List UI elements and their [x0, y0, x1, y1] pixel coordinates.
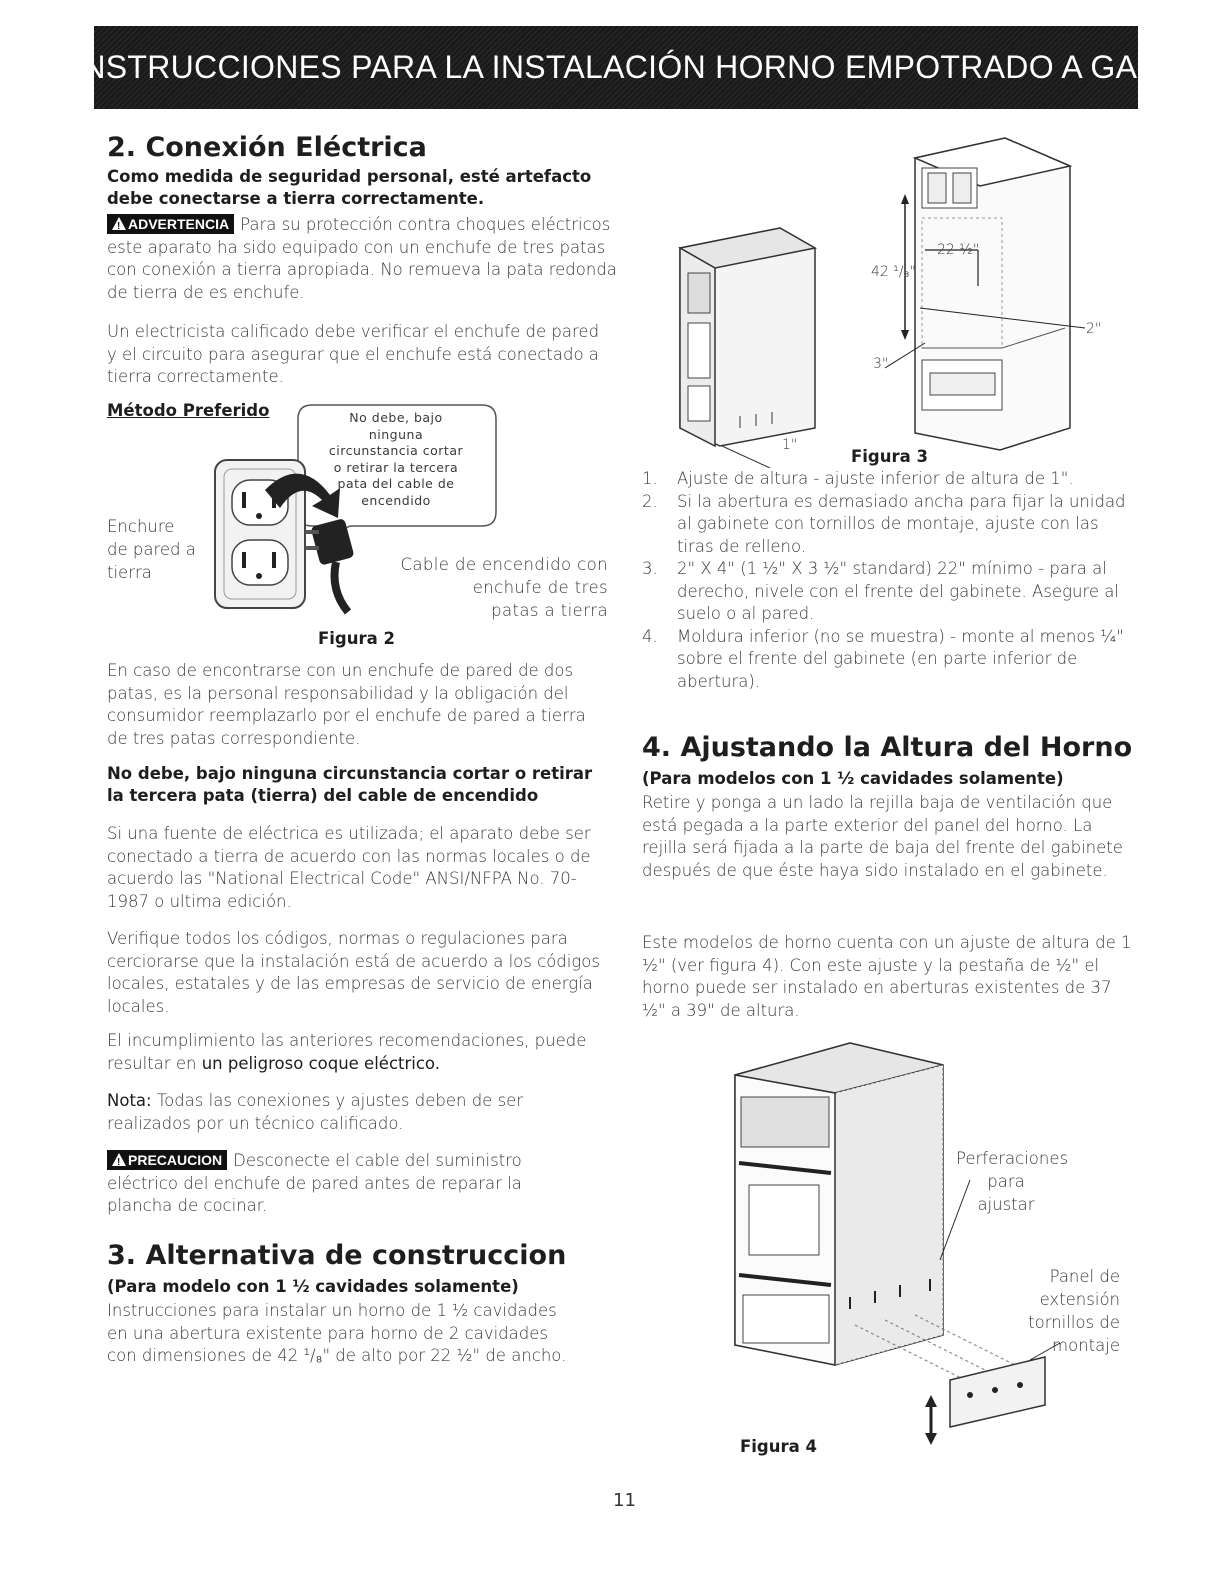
header-banner	[73, 26, 1159, 109]
figure-3-illustration	[660, 128, 1120, 468]
list-item: 4. Moldura inferior (no se muestra) - monte al menos ¼" sobre el frente del gabinete (en parte inferior de abertura).	[642, 626, 1124, 691]
dim-1-label: 1"	[782, 437, 798, 453]
bold-warning: No debe, bajo ninguna circunstancia cortar o retirar la tercera pata (tierra) del cable de encendido	[107, 764, 593, 805]
caution-paragraph	[107, 1150, 567, 1218]
metodo-preferido: Método Preferido	[107, 401, 270, 420]
dim-width-label: 22 ½"	[937, 242, 980, 258]
label-cable-encendido: Cable de encendido con enchufe de tres patas a tierra	[400, 555, 608, 620]
paragraph-nota: Nota: Todas las conexiones y ajustes deben de ser realizados por un técnico calificado.	[107, 1091, 524, 1133]
caution-triangle-icon	[112, 1153, 126, 1166]
paragraph-codigos: Verifique todos los códigos, normas o regulaciones para cerciorarse que la instalación está de acuerdo a los códigos locales, estatales y de las empresas de servicio de energía locales.	[107, 929, 600, 1016]
section-2-heading: 2. Conexión Eléctrica	[107, 132, 427, 163]
section-4-paragraph-1: Retire y ponga a un lado la rejilla baja de ventilación que está pegada a la parte exterior del panel del horno. La rejilla será fijada a la parte de baja del frente del gabinete después de que éste haya sido instalado en el gabinete.	[642, 793, 1123, 880]
caution-tag: !PRECAUCION	[107, 1150, 227, 1170]
list-item: 1. Ajuste de altura - ajuste inferior de altura de 1".	[642, 469, 1074, 488]
caution-text: Desconecte el cable del suministro eléctrico del enchufe de pared antes de reparar la plancha de cocinar.	[107, 1151, 522, 1215]
figure-4-illustration	[725, 1035, 1085, 1445]
warning-paragraph	[107, 214, 617, 304]
dim-height-label: 42 ¹/₈"	[871, 264, 916, 280]
figure-4-caption: Figura 4	[740, 1437, 817, 1456]
paragraph-nec: Si una fuente de eléctrica es utilizada; el aparato debe ser conectado a tierra de acuerdo con las normas locales o de acuerdo las "National Electrical Code" ANSI/NFPA No. 70-1987 o ultima edición.	[107, 824, 591, 911]
warning-text: Para su protección contra choques eléctricos este aparato ha sido equipado con un enchufe de tres patas con conexión a tierra apropiada. No remueva la pata redonda de tierra de es enchufe.	[107, 215, 617, 302]
list-item: 3. 2" X 4" (1 ½" X 3 ½" standard) 22" mínimo - para al derecho, nivele con el frente del gabinete. Asegure al suelo o al pared.	[642, 559, 1119, 623]
section-4-heading: 4. Ajustando la Altura del Horno	[642, 732, 1133, 763]
label-perforaciones: Perferaciones para ajustar	[956, 1149, 1069, 1214]
paragraph-two-prong: En caso de encontrarse con un enchufe de pared de dos patas, es la personal responsabilidad y la obligación del consumidor reemplazarlo por el enchufe de pared a tierra de tres patas correspondiente.	[107, 661, 586, 748]
warning-triangle-icon	[112, 217, 126, 230]
section-3-subheading: (Para modelo con 1 ½ cavidades solamente)	[107, 1277, 519, 1296]
section-3-text: Instrucciones para instalar un horno de 1 ½ cavidades en una abertura existente para horno de 2 cavidades con dimensiones de 42 ¹/₈" de alto por 22 ½" de ancho.	[107, 1301, 567, 1365]
figure-2-bubble-text: No debe, bajo ninguna circunstancia cortar o retirar la tercera pata del cable de encendido	[328, 410, 464, 508]
label-panel-extension: Panel de extensión tornillos de montaje	[1028, 1267, 1120, 1355]
banner-title: INSTRUCCIONES PARA LA INSTALACIÓN HORNO EMPOTRADO A GAS	[73, 49, 1159, 85]
warning-tag: !ADVERTENCIA	[107, 214, 234, 234]
dim-2-label: 2"	[1086, 321, 1102, 337]
label-enchufe-pared: Enchure de pared a tierra	[107, 517, 196, 582]
dim-3-label: 3"	[873, 356, 889, 372]
section-4-paragraph-2: Este modelos de horno cuenta con un ajuste de altura de 1 ½" (ver figura 4). Con este ajuste y la pestaña de ½" el horno puede ser instalado en aberturas existentes de 37 ½" a 39" de altura.	[642, 933, 1132, 1020]
figure-3-caption: Figura 3	[851, 447, 928, 466]
section-4-subheading: (Para modelos con 1 ½ cavidades solamente)	[642, 769, 1064, 788]
list-item: 2. Si la abertura es demasiado ancha para fijar la unidad al gabinete con tornillos de montaje, ajuste con las tiras de relleno.	[642, 491, 1126, 556]
page-number: 11	[613, 1490, 636, 1511]
paragraph-incumplimiento: El incumplimiento las anteriores recomendaciones, puede resultar en un peligroso coque eléctrico.	[107, 1031, 587, 1073]
section-3-heading: 3. Alternativa de construccion	[107, 1240, 567, 1271]
section-2-subheading: Como medida de seguridad personal, esté artefacto debe conectarse a tierra correctamente.	[107, 167, 592, 208]
paragraph-electrician: Un electricista calificado debe verificar el enchufe de pared y el circuito para asegurar que el enchufe está conectado a tierra correctamente.	[107, 322, 600, 386]
figure-2-caption: Figura 2	[318, 629, 395, 648]
installation-steps-list	[642, 468, 1132, 693]
